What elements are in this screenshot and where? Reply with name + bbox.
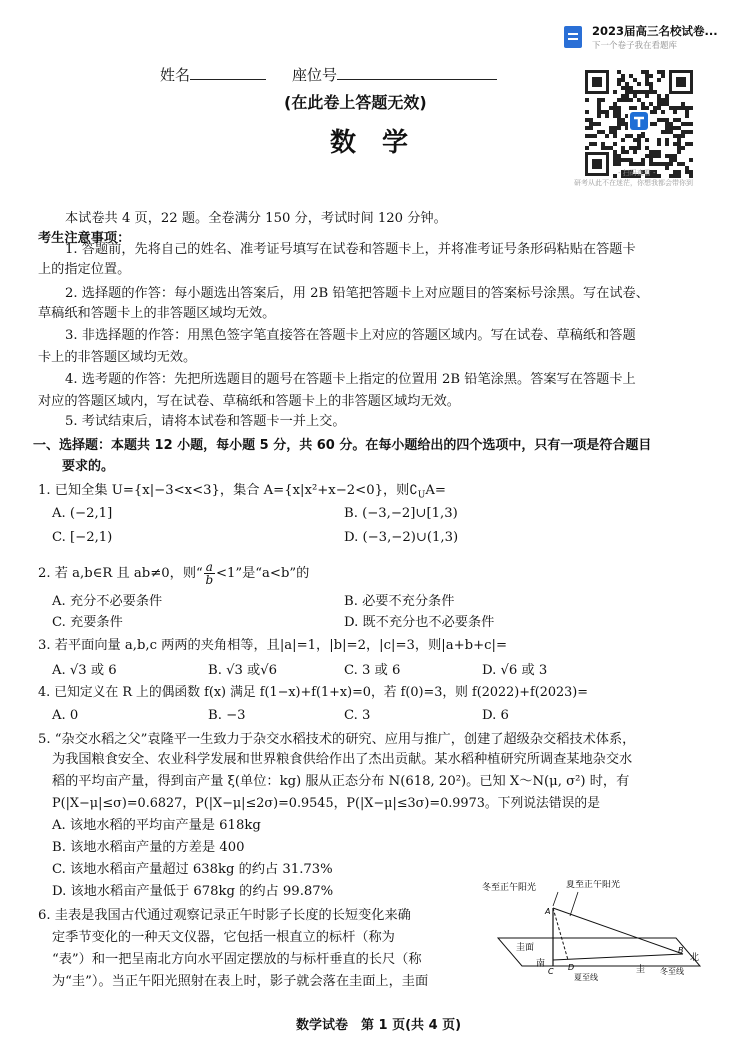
qr-caption: - 扫码查看 -: [618, 169, 656, 177]
q5-option-a: A. 该地水稻的平均亩产量是 618kg: [52, 818, 261, 833]
note-3-cont: 卡上的非答题区域均无效。: [38, 350, 197, 365]
section-title-cont: 要求的。: [62, 459, 115, 474]
q4-option-b: B. −3: [208, 708, 246, 723]
q1-option-a: A. (−2,1]: [52, 506, 113, 521]
banner-subtitle: 下一个卷子我在看题库: [592, 41, 678, 51]
notes-title: 考生注意事项：: [38, 231, 131, 246]
doc-banner[interactable]: [560, 20, 730, 54]
qr-code[interactable]: [583, 68, 695, 178]
gnomon-figure: [478, 880, 718, 986]
seat-label: 座位号: [292, 66, 338, 84]
q6-line-3: “表”）和一把呈南北方向水平固定摆放的与标杆垂直的长尺（称: [52, 952, 422, 967]
q6-line-1: 6. 圭表是我国古代通过观察记录正午时影子长度的长短变化来确: [38, 908, 411, 923]
intro-text: 本试卷共 4 页，22 题。全卷满分 150 分，考试时间 120 分钟。: [65, 211, 447, 226]
q6-line-2: 定季节变化的一种天文仪器，它包括一根直立的标杆（称为: [52, 930, 395, 945]
q1-stem: 1. 已知全集 U={x|−3<x<3}，集合 A={x|x²+x−2<0}，则$∁_UA=$: [38, 483, 446, 501]
point-b-label: B: [678, 946, 684, 955]
page-footer: 数学试卷 第 1 页(共 4 页): [296, 1018, 462, 1033]
q5-line-4: P(|X−μ|≤σ)=0.6827，P(|X−μ|≤2σ)=0.9545，P(|X−μ|≤3σ)=0.9973。下列说法错误的是: [52, 796, 601, 811]
document-icon: [564, 26, 582, 48]
name-label: 姓名: [160, 66, 191, 84]
q5-line-2: 为我国粮食安全、农业科学发展和世界粮食供给作出了杰出贡献。某水稻种植研究所调查某地杂交水: [52, 752, 633, 767]
gui-label: 圭: [636, 965, 646, 975]
note-5: 5. 考试结束后，请将本试卷和答题卡一并上交。: [65, 414, 346, 429]
point-c-label: C: [548, 967, 554, 976]
note-3: 3. 非选择题的作答：用黑色签字笔直接答在答题卡上对应的答题区域内。写在试卷、草稿纸和答题: [65, 328, 636, 343]
q3-option-b: B. √3 或√6: [208, 663, 278, 678]
south-label: 南: [536, 959, 546, 969]
qr-caption-2: 研考从此不在迷茫，你想我都会带你到: [574, 179, 693, 187]
note-2: 2. 选择题的作答：每小题选出答案后，用 2B 铅笔把答题卡上对应题目的答案标号涂黑。写在试卷、: [65, 286, 649, 301]
gui-surface-label: 圭面: [516, 943, 535, 953]
note-4-cont: 对应的答题区域内，写在试卷、草稿纸和答题卡上的非答题区域均无效。: [38, 394, 460, 409]
q2-option-c: C. 充要条件: [52, 615, 123, 630]
q4-option-a: A. 0: [52, 708, 79, 723]
note-1: 1. 答题前，先将自己的姓名、准考证号填写在试卷和答题卡上，并将准考证号条形码粘贴在答题卡: [65, 242, 636, 257]
winter-line-label: 冬至线: [660, 967, 684, 976]
q3-option-d: D. √6 或 3: [482, 663, 548, 678]
q2-stem: 2. 若 a,b∈R 且 ab≠0，则“ $\frac{a}{b}$ <1”是“a<b”的: [38, 560, 310, 587]
winter-sunlight-label: 冬至正午阳光: [482, 883, 537, 893]
q4-stem: 4. 已知定义在 R 上的偶函数 f(x) 满足 f(1−x)+f(1+x)=0，若 f(0)=3，则 f(2022)+f(2023)=: [38, 685, 589, 700]
summer-sunlight-label: 夏至正午阳光: [566, 880, 621, 890]
notice: (在此卷上答题无效): [284, 93, 427, 112]
q4-option-c: C. 3: [344, 708, 371, 723]
note-4: 4. 选考题的作答：先把所选题目的题号在答题卡上指定的位置用 2B 铅笔涂黑。答案写在答题卡上: [65, 372, 636, 387]
q2-option-d: D. 既不充分也不必要条件: [344, 615, 495, 630]
banner-title: 2023届高三名校试卷...: [592, 24, 718, 38]
q2-option-b: B. 必要不充分条件: [344, 594, 455, 609]
note-2-cont: 草稿纸和答题卡上的非答题区域均无效。: [38, 306, 276, 321]
section-title: 一、选择题：本题共 12 小题，每小题 5 分，共 60 分。在每小题给出的四个选项中，只有一项是符合题目: [33, 438, 652, 453]
q4-option-d: D. 6: [482, 708, 509, 723]
q1-option-b: B. (−3,−2]∪[1,3): [344, 506, 458, 521]
north-label: 北: [690, 953, 700, 963]
point-a-label: A: [545, 907, 551, 916]
subject-title: 数 学: [330, 128, 409, 158]
q5-line-1: 5. “杂交水稻之父”袁隆平一生致力于杂交水稻技术的研究、应用与推广，创建了超级杂交稻技术体系，: [38, 732, 636, 747]
q5-line-3: 稻的平均亩产量，得到亩产量 ξ(单位：kg) 服从正态分布 N(618, 20²)。已知 X～N(μ, σ²) 时，有: [52, 774, 630, 789]
q3-option-c: C. 3 或 6: [344, 663, 401, 678]
q1-option-d: D. (−3,−2)∪(1,3): [344, 530, 459, 545]
summer-line-label: 夏至线: [574, 973, 598, 982]
q6-line-4: 为“圭”）。当正午阳光照射在表上时，影子就会落在圭面上，圭面: [52, 974, 429, 989]
q5-option-c: C. 该地水稻亩产量超过 638kg 的约占 31.73%: [52, 862, 333, 877]
point-d-label: D: [568, 963, 575, 972]
note-1-cont: 上的指定位置。: [38, 262, 131, 277]
q2-option-a: A. 充分不必要条件: [52, 594, 163, 609]
q5-option-d: D. 该地水稻亩产量低于 678kg 的约占 99.87%: [52, 884, 334, 899]
q5-option-b: B. 该地水稻亩产量的方差是 400: [52, 840, 245, 855]
q1-option-c: C. [−2,1): [52, 530, 113, 545]
q3-option-a: A. √3 或 6: [52, 663, 117, 678]
name-field[interactable]: [160, 64, 266, 85]
q3-stem: 3. 若平面向量 a,b,c 两两的夹角相等，且|a|=1，|b|=2，|c|=3，则|a+b+c|=: [38, 638, 507, 653]
seat-field[interactable]: [292, 64, 497, 85]
